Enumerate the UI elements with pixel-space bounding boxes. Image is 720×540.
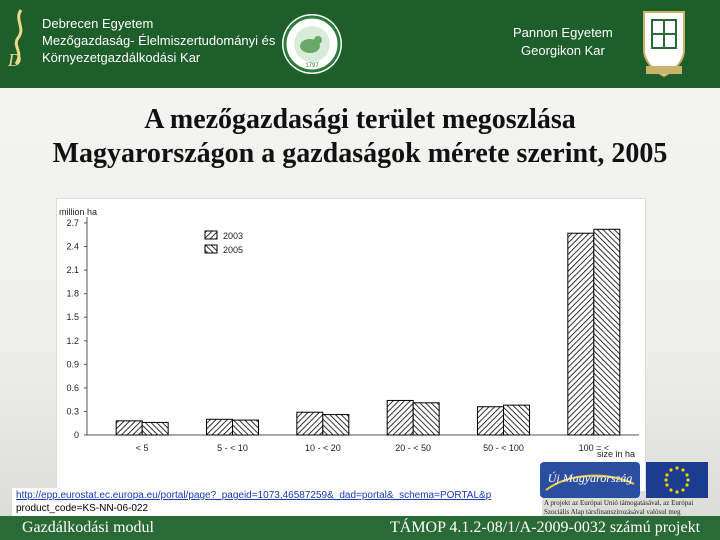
title-line-2: Magyarországon a gazdaságok mérete szerint, 2005 <box>52 138 668 169</box>
footer-left-text: Gazdálkodási modul <box>22 519 154 536</box>
y-tick-label: 0.6 <box>66 382 79 393</box>
y-tick-label: 0.9 <box>66 359 79 370</box>
legend-label-2003: 2003 <box>223 231 244 241</box>
header-left-line-2: Mezőgazdaság- Élelmiszertudományi és <box>42 33 276 48</box>
x-tick-label: 50 - < 100 <box>483 443 524 453</box>
y-tick-label: 2.7 <box>66 218 79 228</box>
source-code: product_code=KS-NN-06-022 <box>16 503 149 514</box>
bar-2003-1 <box>207 419 233 435</box>
legend-swatch-2005 <box>205 245 217 253</box>
shield-logo <box>640 8 688 80</box>
eu-funding-caption: A projekt az Európai Unió támogatásával, az Európai Szociális Alap társfinanszírozásával valósul meg <box>544 499 694 516</box>
source-link[interactable]: http://epp.eurostat.ec.europa.eu/portal/page?_pageid=1073,46587259&_dad=portal&_schema=PORTAL&p <box>16 490 492 501</box>
header-left-line-3: Környezetgazdálkodási Kar <box>42 50 201 65</box>
footer-right-text: TÁMOP 4.1.2-08/1/A-2009-0032 számú projekt <box>390 519 701 536</box>
x-axis-label: size in ha <box>597 449 636 459</box>
bar-2005-3 <box>413 403 439 435</box>
header-left-line-1: Debrecen Egyetem <box>42 16 154 31</box>
x-tick-label: 100 = < <box>578 443 610 453</box>
svg-text:D: D <box>8 50 21 70</box>
y-tick-label: 0.3 <box>66 406 79 417</box>
x-tick-label: 5 - < 10 <box>217 443 248 453</box>
seal-year: 1797 <box>305 63 319 69</box>
y-tick-label: 2.4 <box>66 241 79 252</box>
x-tick-label: < 5 <box>135 443 149 453</box>
header-right-text <box>513 24 613 60</box>
bar-2003-0 <box>116 421 142 435</box>
uj-magyarorszag-logo <box>540 462 640 498</box>
bar-2005-2 <box>323 415 349 435</box>
y-tick-label: 2.1 <box>66 265 79 276</box>
y-tick-label: 1.8 <box>66 288 79 299</box>
header-left-text <box>42 15 275 66</box>
legend-label-2005: 2005 <box>223 245 244 255</box>
bar-chart <box>57 199 645 491</box>
slide-title <box>0 103 720 171</box>
y-axis-label: million ha <box>59 207 98 217</box>
y-tick-label: 0 <box>73 430 79 440</box>
bar-2005-0 <box>142 422 168 435</box>
eu-flag-icon <box>646 462 708 498</box>
y-tick-label: 1.2 <box>66 335 79 346</box>
x-tick-label: 10 - < 20 <box>304 443 341 453</box>
bar-2003-3 <box>387 400 413 435</box>
uj-magyarorszag-text: Új Magyarország <box>547 471 633 485</box>
round-seal-logo <box>280 12 344 76</box>
legend-swatch-2003 <box>205 231 217 239</box>
bar-2005-1 <box>233 420 259 435</box>
footer-bar <box>0 516 720 540</box>
chart-panel <box>56 198 646 492</box>
y-tick-label: 1.5 <box>66 312 79 323</box>
bar-2005-5 <box>594 229 620 435</box>
bar-2003-2 <box>297 412 323 435</box>
source-panel <box>12 488 542 516</box>
left-crest-logo <box>4 8 38 70</box>
bar-2005-4 <box>504 405 530 435</box>
x-tick-label: 20 - < 50 <box>395 443 432 453</box>
header-right-line-1: Pannon Egyetem <box>513 25 613 40</box>
title-line-1: A mezőgazdasági terület megoszlása <box>144 104 576 135</box>
bar-2003-5 <box>568 233 594 435</box>
bar-2003-4 <box>478 407 504 435</box>
header-right-line-2: Georgikon Kar <box>521 43 605 58</box>
